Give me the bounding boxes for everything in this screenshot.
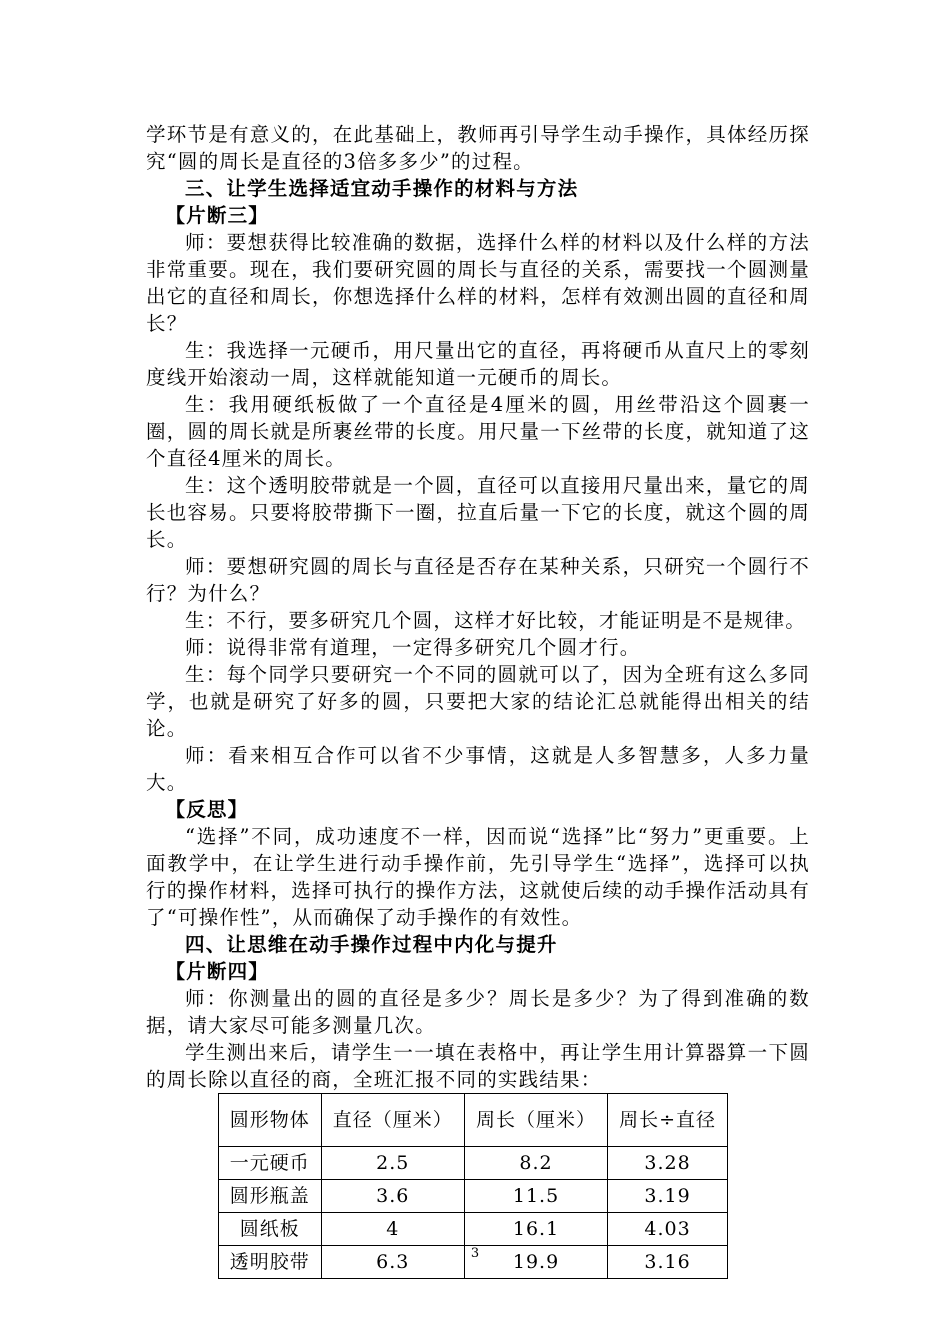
table-row (219, 1213, 728, 1246)
table-header-cell: 周长÷直径 (608, 1094, 728, 1147)
fragment-label: 【片断四】 (165, 960, 270, 983)
table-header-row (219, 1094, 728, 1147)
fragment-label: 【反思】 (165, 798, 249, 821)
table-cell: 6.3 (321, 1246, 464, 1279)
table-cell: 3.6 (321, 1180, 464, 1213)
paragraph: 师：说得非常有道理，一定得多研究几个圆才行。 (185, 636, 641, 659)
table-row (219, 1147, 728, 1180)
table-cell: 圆纸板 (219, 1213, 322, 1246)
table-header-cell: 直径（厘米） (321, 1094, 464, 1147)
table-cell: 4.03 (608, 1213, 728, 1246)
table-cell: 圆形瓶盖 (219, 1180, 322, 1213)
table-cell: 19.9 (464, 1246, 607, 1279)
paragraph: 师：要想研究圆的周长与直径是否存在某种关系，只研究一个圆行不行？为什么？ (146, 555, 810, 605)
paragraph: “选择”不同，成功速度不一样，因而说“选择”比“努力”更重要。上面教学中，在让学生进行动手操作前，先引导学生“选择”，选择可以执行的操作材料，选择可执行的操作方法，这就使后续的动手操作活动具有了“可操作性”，从而确保了动手操作的有效性。 (146, 825, 810, 929)
document-body (146, 121, 810, 1279)
section-heading: 三、让学生选择适宜动手操作的材料与方法 (185, 177, 579, 200)
paragraph: 生：我选择一元硬币，用尺量出它的直径，再将硬币从直尺上的零刻度线开始滚动一周，这样就能知道一元硬币的周长。 (146, 339, 810, 389)
paragraph-list (146, 121, 810, 1093)
paragraph: 师：你测量出的圆的直径是多少？周长是多少？为了得到准确的数据，请大家尽可能多测量几次。 (146, 987, 810, 1037)
section-heading: 四、让思维在动手操作过程中内化与提升 (185, 933, 558, 956)
table-cell: 11.5 (464, 1180, 607, 1213)
paragraph: 生：这个透明胶带就是一个圆，直径可以直接用尺量出来，量它的周长也容易。只要将胶带撕下一圈，拉直后量一下它的长度，就这个圆的周长。 (146, 474, 810, 551)
paragraph: 学生测出来后，请学生一一填在表格中，再让学生用计算器算一下圆的周长除以直径的商，全班汇报不同的实践结果： (146, 1041, 810, 1091)
table-header-cell: 周长（厘米） (464, 1094, 607, 1147)
paragraph: 师：要想获得比较准确的数据，选择什么样的材料以及什么样的方法非常重要。现在，我们要研究圆的周长与直径的关系，需要找一个圆测量出它的直径和周长，你想选择什么样的材料，怎样有效测出圆的直径和周长？ (146, 231, 810, 335)
page-number: 3 (470, 1246, 480, 1261)
table-cell: 3.16 (608, 1246, 728, 1279)
table-cell: 4 (321, 1213, 464, 1246)
table-cell: 2.5 (321, 1147, 464, 1180)
table-header-cell: 圆形物体 (219, 1094, 322, 1147)
table-cell: 8.2 (464, 1147, 607, 1180)
table-cell: 透明胶带 (219, 1246, 322, 1279)
table-row (219, 1180, 728, 1213)
table-cell: 3.19 (608, 1180, 728, 1213)
paragraph: 生：每个同学只要研究一个不同的圆就可以了，因为全班有这么多同学，也就是研究了好多的圆，只要把大家的结论汇总就能得出相关的结论。 (146, 663, 810, 740)
table-cell: 16.1 (464, 1213, 607, 1246)
paragraph: 学环节是有意义的，在此基础上，教师再引导学生动手操作，具体经历探究“圆的周长是直径的3倍多多少”的过程。 (146, 123, 810, 173)
paragraph: 师：看来相互合作可以省不少事情，这就是人多智慧多，人多力量大。 (146, 744, 810, 794)
table-cell: 一元硬币 (219, 1147, 322, 1180)
fragment-label: 【片断三】 (165, 204, 270, 227)
paragraph: 生：不行，要多研究几个圆，这样才好比较，才能证明是不是规律。 (185, 609, 807, 632)
table-cell: 3.28 (608, 1147, 728, 1180)
paragraph: 生：我用硬纸板做了一个直径是4厘米的圆，用丝带沿这个圆裹一圈，圆的周长就是所裹丝带的长度。用尺量一下丝带的长度，就知道了这个直径4厘米的周长。 (146, 393, 810, 470)
